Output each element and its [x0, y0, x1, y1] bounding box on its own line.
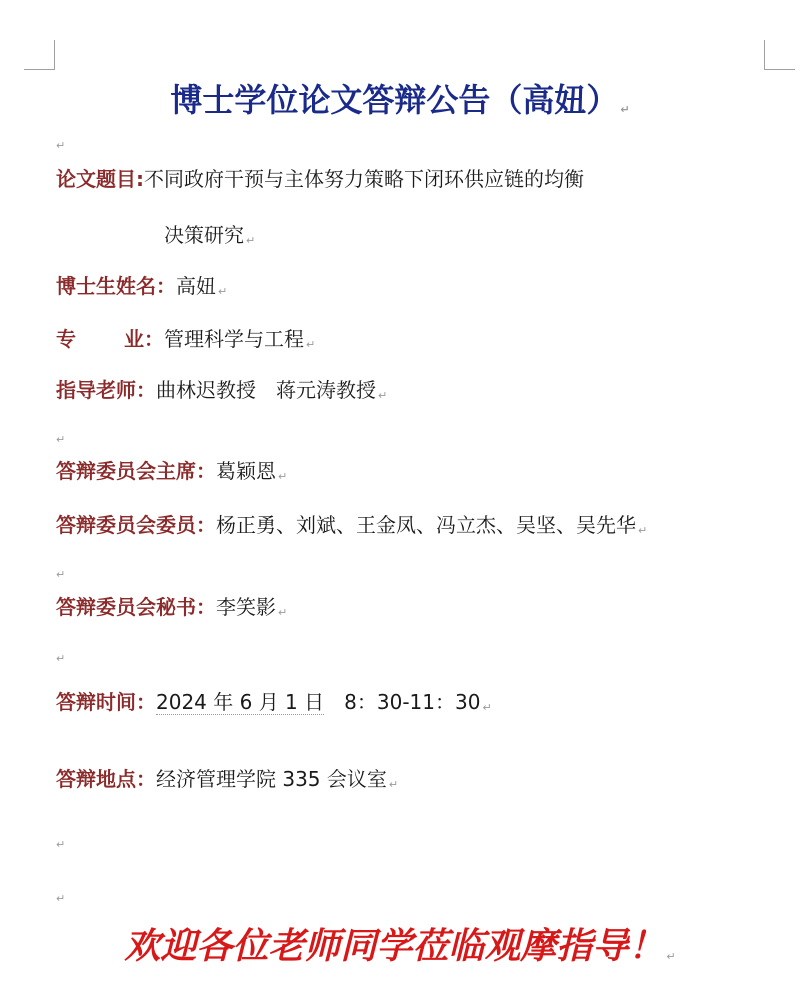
- location-label: 答辩地点：: [56, 767, 156, 791]
- empty-paragraph: [56, 421, 65, 453]
- major-row: [56, 326, 315, 358]
- paragraph-mark-icon: ↵: [56, 139, 66, 152]
- secretary-label: 答辩委员会秘书：: [56, 595, 216, 619]
- paragraph-mark-icon: ↵: [246, 234, 256, 247]
- location-row: [56, 766, 398, 798]
- paragraph-mark-icon: ↵: [56, 433, 66, 446]
- thesis-title-line1: 不同政府干预与主体努力策略下闭环供应链的均衡: [144, 167, 584, 191]
- candidate-name: 高妞: [176, 274, 216, 298]
- empty-paragraph: [56, 880, 65, 912]
- advisors-row: [56, 377, 387, 409]
- chair-label: 答辩委员会主席：: [56, 459, 216, 483]
- welcome-slogan: [0, 924, 800, 979]
- candidate-row: [56, 273, 227, 305]
- title-text: 博士学位论文答辩公告（高妞）: [170, 81, 619, 119]
- time-label: 答辩时间：: [56, 690, 156, 714]
- defense-hours: 8：30-11：30: [344, 690, 481, 714]
- paragraph-mark-icon: ↵: [638, 524, 648, 537]
- paragraph-mark-icon: ↵: [278, 606, 288, 619]
- thesis-title-continuation: [164, 222, 255, 254]
- thesis-title-row: [56, 166, 584, 192]
- defense-date: 2024 年 6 月 1 日: [156, 690, 325, 714]
- page-corner-top-left: [24, 40, 55, 70]
- paragraph-mark-icon: ↵: [666, 950, 676, 963]
- secretary-name: 李笑影: [216, 595, 276, 619]
- empty-paragraph: [56, 826, 65, 858]
- time-row: [56, 689, 492, 721]
- chair-row: [56, 458, 287, 490]
- paragraph-mark-icon: ↵: [218, 285, 228, 298]
- empty-paragraph: [56, 127, 65, 159]
- thesis-title-label: 论文题目:: [56, 167, 144, 191]
- chair-name: 葛颖恩: [216, 459, 276, 483]
- empty-paragraph: [56, 556, 65, 588]
- empty-paragraph: [56, 640, 65, 672]
- paragraph-mark-icon: ↵: [56, 652, 66, 665]
- paragraph-mark-icon: ↵: [620, 103, 630, 116]
- paragraph-mark-icon: ↵: [56, 568, 66, 581]
- thesis-title-line2: 决策研究: [164, 223, 244, 247]
- advisor-first: 曲林迟教授: [156, 378, 256, 402]
- major-value: 管理科学与工程: [164, 327, 304, 351]
- paragraph-mark-icon: ↵: [388, 778, 399, 791]
- slogan-text: 欢迎各位老师同学莅临观摩指导！: [124, 925, 665, 967]
- members-row: [56, 512, 647, 544]
- page-corner-top-right: [764, 40, 795, 70]
- paragraph-mark-icon: ↵: [278, 470, 288, 483]
- paragraph-mark-icon: ↵: [306, 338, 316, 351]
- major-label-a: 专: [56, 327, 76, 351]
- members-label: 答辩委员会委员：: [56, 513, 216, 537]
- announcement-title: [0, 80, 800, 130]
- paragraph-mark-icon: ↵: [56, 838, 66, 851]
- members-names: 杨正勇、刘斌、王金凤、冯立杰、吴坚、吴先华: [216, 513, 636, 537]
- location-value: 经济管理学院 335 会议室: [156, 767, 387, 791]
- major-label-b: 业：: [124, 327, 164, 351]
- paragraph-mark-icon: ↵: [482, 701, 492, 714]
- secretary-row: [56, 594, 287, 626]
- paragraph-mark-icon: ↵: [56, 892, 66, 905]
- paragraph-mark-icon: ↵: [378, 389, 388, 402]
- advisors-label: 指导老师：: [56, 378, 156, 402]
- advisor-second: 蒋元涛教授: [276, 378, 376, 402]
- candidate-label: 博士生姓名：: [56, 274, 176, 298]
